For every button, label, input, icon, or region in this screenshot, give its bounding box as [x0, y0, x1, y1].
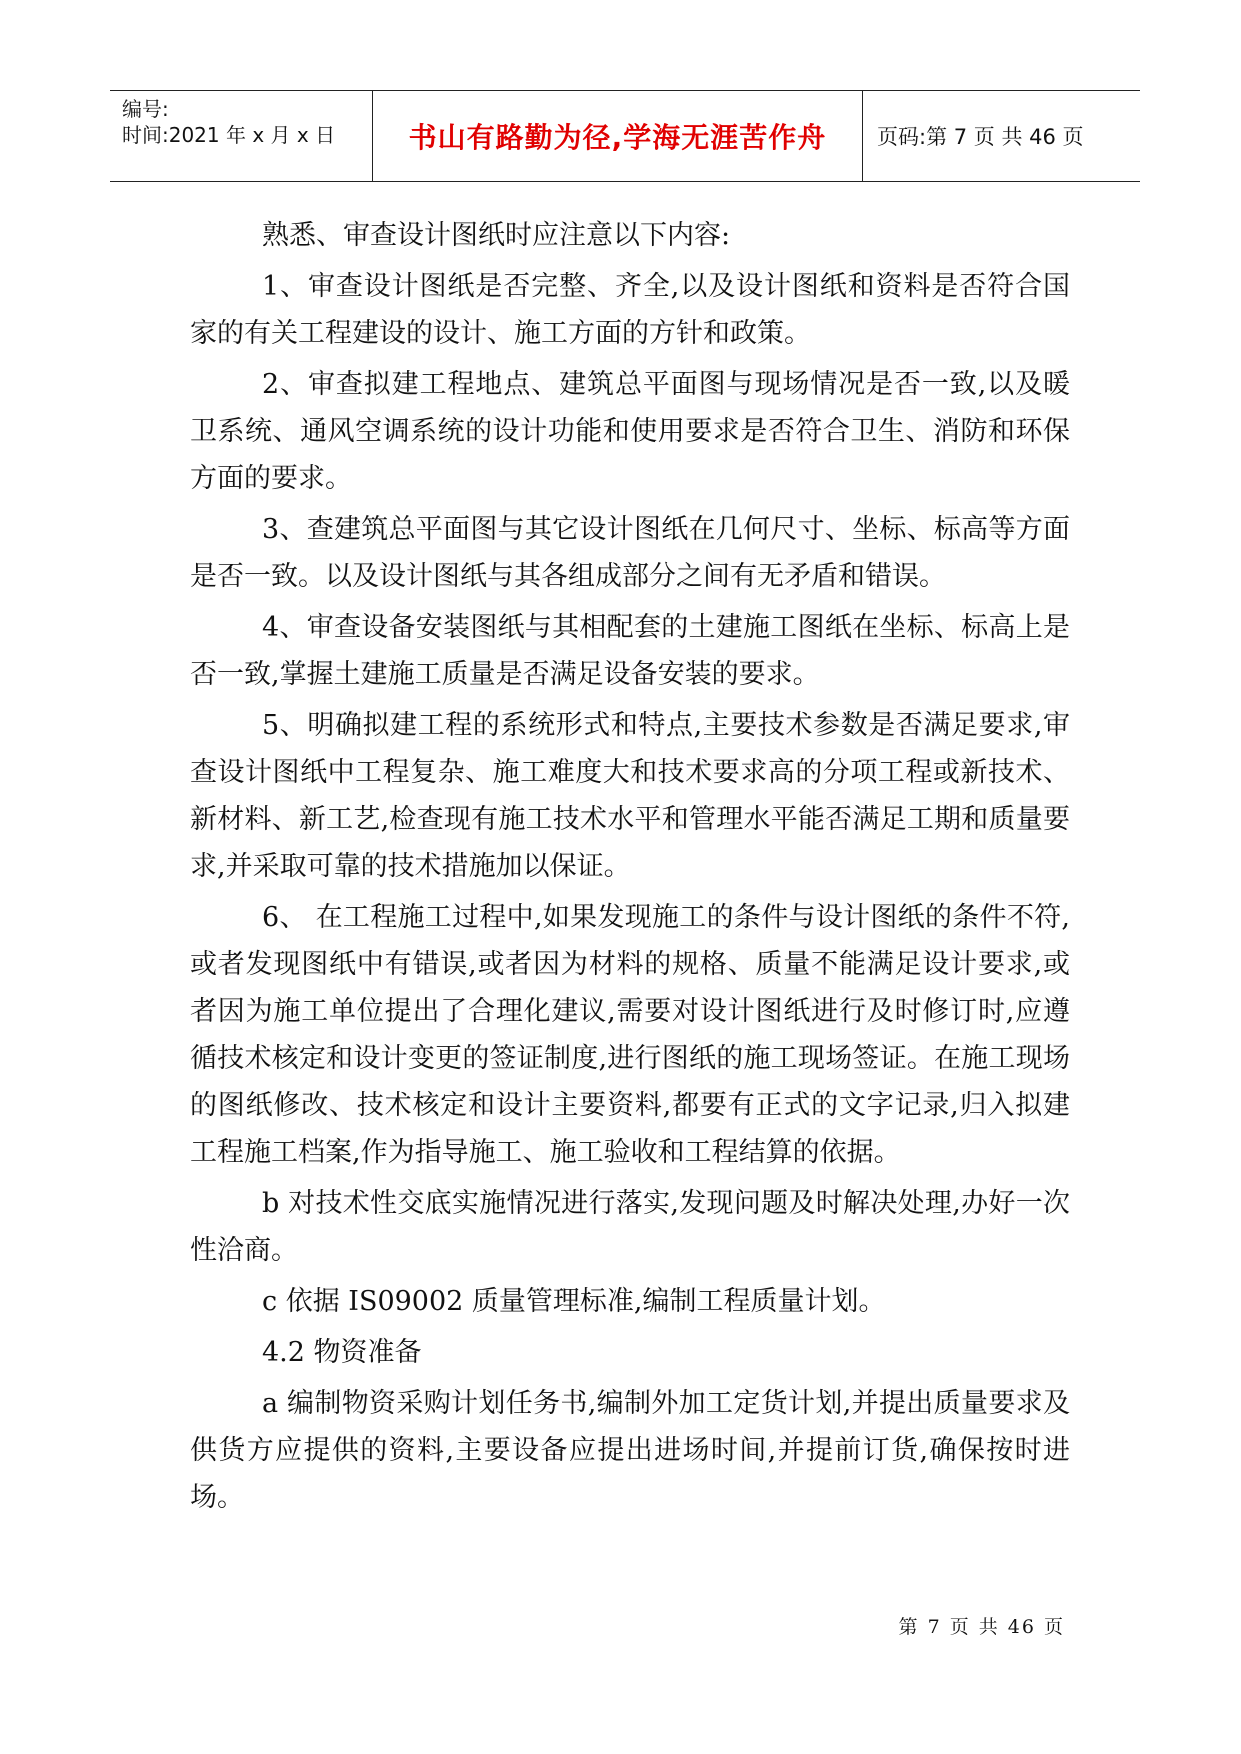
paragraph: 6、 在工程施工过程中,如果发现施工的条件与设计图纸的条件不符,或者发现图纸中有错误,或者因为材料的规格、质量不能满足设计要求,或者因为施工单位提出了合理化建议,需要对设计图纸进行及时修订时,应遵循技术核定和设计变更的签证制度,进行图纸的施工现场签证。在施工现场的图纸修改、技术核定和设计主要资料,都要有正式的文字记录,归入拟建工程施工档案,作为指导施工、施工验收和工程结算的依据。: [190, 902, 1070, 1168]
paragraph: 1、审查设计图纸是否完整、齐全,以及设计图纸和资料是否符合国家的有关工程建设的设计、施工方面的方针和政策。: [190, 271, 1070, 349]
page-footer: 第 7 页 共 46 页: [898, 1616, 1065, 1638]
header-page-info: 页码:第 7 页 共 46 页: [877, 125, 1084, 149]
section-heading: 4.2 物资准备: [262, 1337, 422, 1368]
paragraph: 熟悉、审查设计图纸时应注意以下内容:: [262, 220, 731, 251]
header-motto: 书山有路勤为径,学海无涯苦作舟: [373, 91, 863, 181]
document-body: [190, 212, 1070, 1525]
paragraph: a 编制物资采购计划任务书,编制外加工定货计划,并提出质量要求及供货方应提供的资料,主要设备应提出进场时间,并提前订货,确保按时进场。: [190, 1388, 1070, 1513]
paragraph: 4、审查设备安装图纸与其相配套的土建施工图纸在坐标、标高上是否一致,掌握土建施工质量是否满足设备安装的要求。: [190, 612, 1070, 690]
paragraph: c 依据 IS09002 质量管理标准,编制工程质量计划。: [262, 1286, 886, 1317]
document-time: 时间:2021 年 x 月 x 日: [122, 123, 336, 147]
header-meta: [110, 91, 373, 181]
paragraph: 3、查建筑总平面图与其它设计图纸在几何尺寸、坐标、标高等方面是否一致。以及设计图纸与其各组成部分之间有无矛盾和错误。: [190, 514, 1070, 592]
paragraph: 2、审查拟建工程地点、建筑总平面图与现场情况是否一致,以及暖卫系统、通风空调系统的设计功能和使用要求是否符合卫生、消防和环保方面的要求。: [190, 369, 1070, 494]
document-header: [110, 90, 1140, 182]
paragraph: b 对技术性交底实施情况进行落实,发现问题及时解决处理,办好一次性洽商。: [190, 1188, 1070, 1266]
document-number-label: 编号:: [122, 97, 169, 121]
paragraph: 5、明确拟建工程的系统形式和特点,主要技术参数是否满足要求,审查设计图纸中工程复杂、施工难度大和技术要求高的分项工程或新技术、新材料、新工艺,检查现有施工技术水平和管理水平能否满足工期和质量要求,并采取可靠的技术措施加以保证。: [190, 710, 1070, 882]
